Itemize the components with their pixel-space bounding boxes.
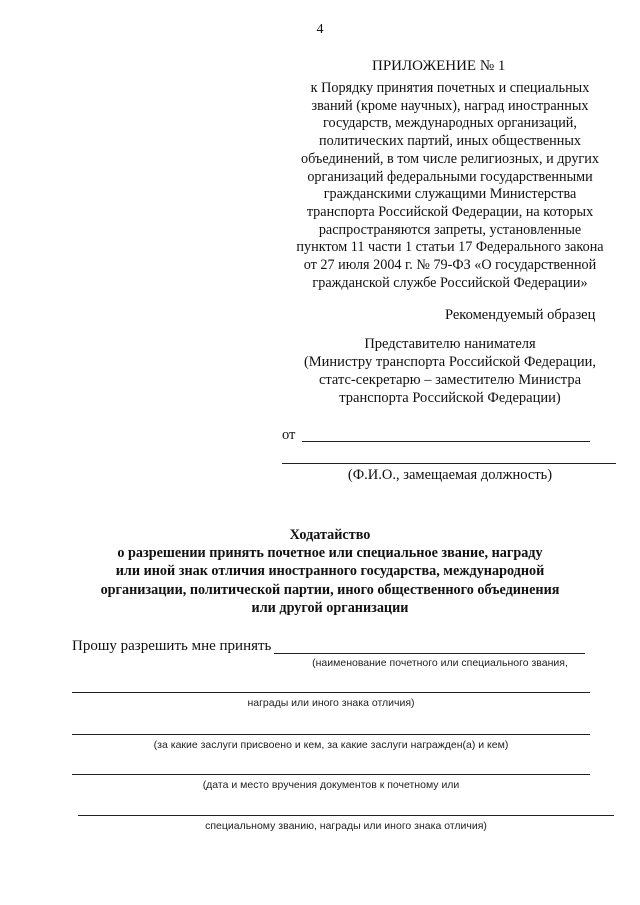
- addressee-line: Представителю нанимателя: [364, 336, 536, 352]
- addressee-line: статс-секретарю – заместителю Министра: [318, 372, 582, 388]
- fio-caption: (Ф.И.О., замещаемая должность): [347, 467, 553, 483]
- addressee-block: [280, 335, 620, 407]
- award-name-field[interactable]: [274, 653, 585, 654]
- petition-subtitle-line: или иной знак отличия иностранного государства, международной: [115, 563, 545, 580]
- addressee-line: транспорта Российской Федерации): [339, 390, 561, 406]
- appendix-line: транспорта Российской Федерации, на которых: [306, 203, 594, 220]
- appendix-line: званий (кроме научных), наград иностранных: [311, 97, 589, 114]
- request-caption: (наименование почетного или специального звания,: [312, 657, 568, 669]
- petition-subtitle-line: о разрешении принять почетное или специальное звание, награду: [117, 545, 543, 562]
- addressee-line: (Министру транспорта Российской Федерации,: [303, 354, 597, 370]
- request-caption: специальному званию, награды или иного знака отличия): [205, 820, 487, 832]
- petition-heading: [60, 526, 600, 617]
- sample-label: Рекомендуемый образец: [445, 307, 596, 323]
- appendix-line: распространяются запреты, установленные: [318, 221, 582, 238]
- merits-field[interactable]: [72, 734, 590, 735]
- award-name-field-continued[interactable]: [72, 692, 590, 693]
- appendix-line: к Порядку принятия почетных и специальных: [310, 80, 590, 96]
- appendix-line: гражданскими служащими Министерства: [323, 186, 577, 203]
- request-caption: (за какие заслуги присвоено и кем, за какие заслуги награжден(а) и кем): [153, 739, 509, 751]
- appendix-text: [280, 80, 620, 292]
- petition-subtitle-line: или другой организации: [251, 599, 409, 616]
- appendix-line: организаций федеральными государственными: [307, 168, 593, 185]
- request-label: Прошу разрешить мне принять: [72, 638, 272, 654]
- appendix-line: политических партий, иных общественных: [319, 133, 581, 150]
- appendix-title: ПРИЛОЖЕНИЕ № 1: [372, 58, 506, 74]
- appendix-line: объединений, в том числе религиозных, и других: [301, 150, 599, 167]
- appendix-line: пунктом 11 части 1 статьи 17 Федерального закона: [296, 239, 604, 256]
- page-number: 4: [316, 22, 324, 37]
- request-caption: (дата и место вручения документов к почетному или: [202, 779, 460, 791]
- petition-subtitle-line: организации, политической партии, иного общественного объединения: [100, 581, 560, 598]
- appendix-line: государств, международных организаций,: [323, 115, 577, 132]
- from-name-field[interactable]: [302, 441, 590, 442]
- request-caption: награды или иного знака отличия): [247, 697, 415, 709]
- appendix-line: от 27 июля 2004 г. № 79-ФЗ «О государственной: [303, 257, 597, 274]
- position-field[interactable]: [282, 463, 616, 464]
- from-label: от: [282, 427, 296, 443]
- delivery-date-place-field[interactable]: [72, 774, 590, 775]
- petition-title: Ходатайство: [289, 527, 371, 543]
- delivery-date-place-field-continued[interactable]: [78, 815, 614, 816]
- appendix-line: гражданской службе Российской Федерации»: [312, 274, 588, 291]
